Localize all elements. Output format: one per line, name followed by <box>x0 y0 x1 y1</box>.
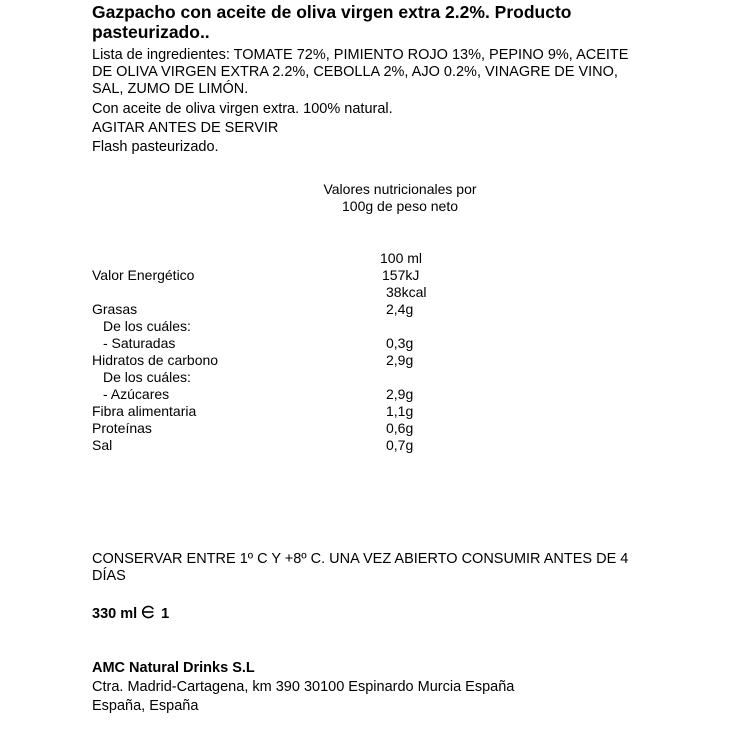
ingredients-list: Lista de ingredientes: TOMATE 72%, PIMIENTO ROJO 13%, PEPINO 9%, ACEITE DE OLIVA VIRGEN EXTRA 2.2%, CEBOLLA 2%, AJO 0.2%, VINAGRE DE VINO, SAL, ZUMO DE LIMÓN. <box>92 47 629 97</box>
nutrition-header-line2: 100g de peso neto <box>342 198 458 214</box>
nutrition-value: 0,6g <box>386 420 414 436</box>
manufacturer-address: Ctra. Madrid-Cartagena, km 390 30100 Espinardo Murcia España <box>92 679 515 695</box>
nutrition-column-unit: 100 ml <box>380 250 423 266</box>
nutrition-value: 2,9g <box>386 352 414 368</box>
pasteurization-note: Flash pasteurizado. <box>92 139 219 155</box>
manufacturer-name: AMC Natural Drinks S.L <box>92 660 255 676</box>
product-title: Gazpacho con aceite de oliva virgen extra 2.2%. Producto pasteurizado.. <box>92 2 572 42</box>
nutrition-value: 38kcal <box>386 284 427 300</box>
nutrition-row-sugars <box>92 386 452 403</box>
product-description: Con aceite de oliva virgen extra. 100% natural. <box>92 101 393 117</box>
nutrition-label: Sal <box>92 437 113 453</box>
nutrition-label: De los cuáles: <box>103 369 191 385</box>
nutrition-label: Proteínas <box>92 420 152 436</box>
nutrition-value: 2,4g <box>386 301 414 317</box>
nutrition-row-fat <box>92 301 452 318</box>
nutrition-label: - Azúcares <box>103 386 170 402</box>
nutrition-row-saturated <box>92 335 452 352</box>
nutrition-label: - Saturadas <box>103 335 176 351</box>
nutrition-value: 0,3g <box>386 335 414 351</box>
manufacturer-country: España, España <box>92 698 199 714</box>
nutrition-row-energy-kj <box>92 267 452 284</box>
nutrition-row-fibre <box>92 403 452 420</box>
nutrition-label: De los cuáles: <box>103 318 191 334</box>
package-count: 1 <box>161 606 170 622</box>
estimated-e-icon <box>141 605 155 624</box>
nutrition-row-energy-kcal <box>92 284 452 301</box>
nutrition-header <box>310 181 490 215</box>
nutrition-value: 1,1g <box>386 403 414 419</box>
nutrition-row-salt <box>92 437 452 454</box>
package-volume: 330 ml <box>92 606 138 622</box>
package-volume-line <box>92 605 169 624</box>
nutrition-row-of-which-carbs <box>92 369 452 386</box>
nutrition-row-protein <box>92 420 452 437</box>
nutrition-value: 157kJ <box>382 267 420 283</box>
nutrition-label: Grasas <box>92 301 138 317</box>
nutrition-label: Valor Energético <box>92 267 195 283</box>
nutrition-label: Hidratos de carbono <box>92 352 219 368</box>
nutrition-value: 2,9g <box>386 386 414 402</box>
nutrition-row-of-which-fat <box>92 318 452 335</box>
nutrition-header-line1: Valores nutricionales por <box>323 181 477 197</box>
nutrition-row-carbohydrates <box>92 352 452 369</box>
storage-instructions: CONSERVAR ENTRE 1º C Y +8º C. UNA VEZ ABIERTO CONSUMIR ANTES DE 4 DÍAS <box>92 551 629 584</box>
shake-instruction: AGITAR ANTES DE SERVIR <box>92 120 279 136</box>
nutrition-label: Fibra alimentaria <box>92 403 197 419</box>
nutrition-value: 0,7g <box>386 437 414 453</box>
